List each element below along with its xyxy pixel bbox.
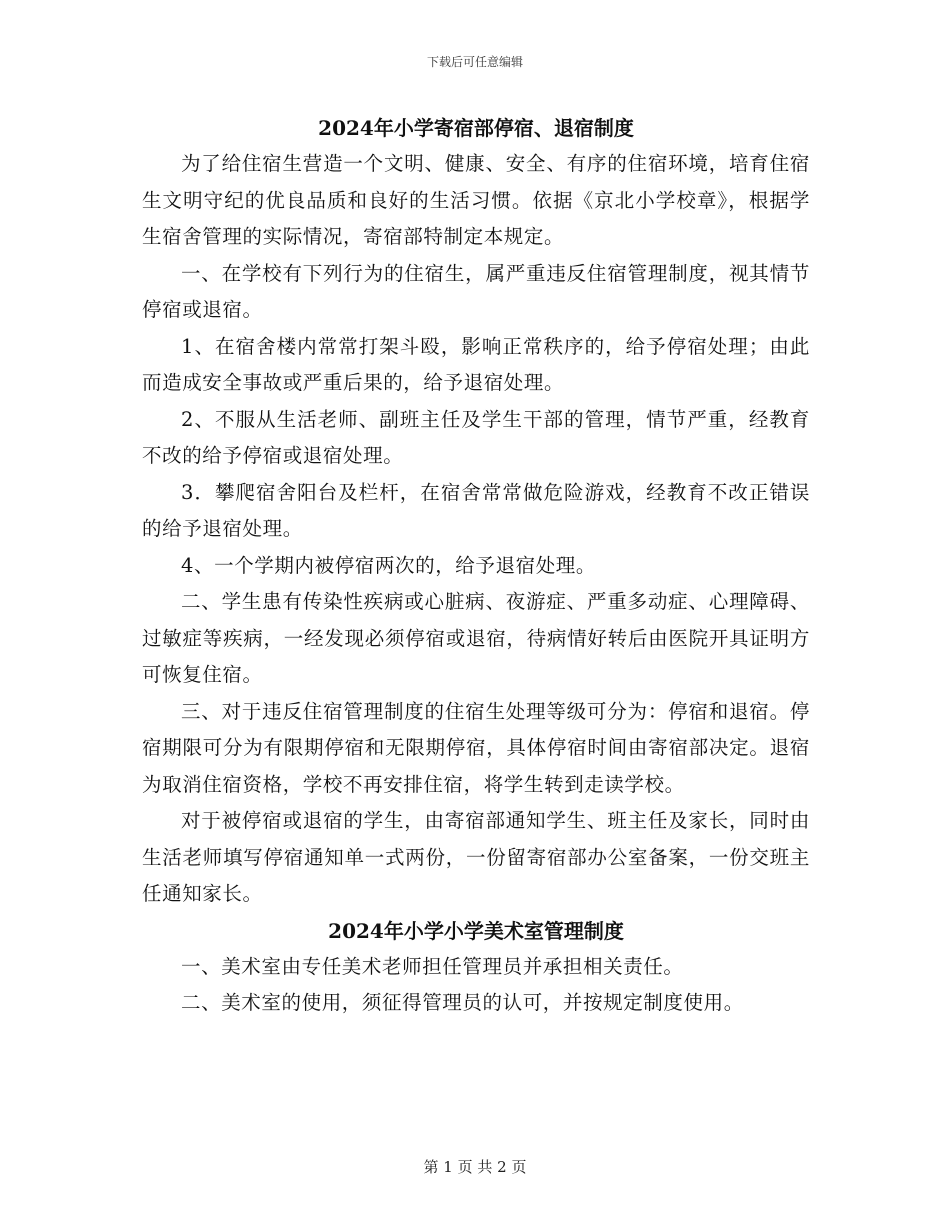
paragraph: 二、美术室的使用，须征得管理员的认可，并按规定制度使用。 (181, 991, 744, 1014)
header-note: 下载后可任意编辑 (426, 55, 523, 69)
page-number-footer: 第 1 页 共 2 页 (423, 1158, 527, 1176)
paragraph: 三、对于违反住宿管理制度的住宿生处理等级可分为：停宿和退宿。停宿期限可分为有限期停宿和无限期停宿，具体停宿时间由寄宿部决定。退宿为取消住宿资格，学校不再安排住宿，将学生转到走读学校。 (142, 699, 810, 796)
document-body (142, 110, 810, 1022)
paragraph: 3．攀爬宿舍阳台及栏杆，在宿舍常常做危险游戏，经教育不改正错误的给予退宿处理。 (142, 480, 810, 540)
paragraph: 4、一个学期内被停宿两次的，给予退宿处理。 (181, 553, 597, 577)
paragraph: 为了给住宿生营造一个文明、健康、安全、有序的住宿环境，培育住宿生文明守纪的优良品质和良好的生活习惯。依据《京北小学校章》，根据学生宿舍管理的实际情况，寄宿部特制定本规定。 (142, 152, 810, 248)
paragraph: 1、在宿舍楼内常常打架斗殴，影响正常秩序的，给予停宿处理；由此而造成安全事故或严重后果的，给予退宿处理。 (142, 334, 810, 394)
paragraph: 一、美术室由专任美术老师担任管理员并承担相关责任。 (181, 954, 684, 978)
paragraph: 对于被停宿或退宿的学生，由寄宿部通知学生、班主任及家长，同时由生活老师填写停宿通知单一式两份，一份留寄宿部办公室备案，一份交班主任通知家长。 (142, 809, 810, 905)
paragraph: 一、在学校有下列行为的住宿生，属严重违反住宿管理制度，视其情节停宿或退宿。 (142, 261, 810, 321)
section-title-art-room: 2024年小学小学美术室管理制度 (328, 918, 624, 943)
paragraph: 2、不服从生活老师、副班主任及学生干部的管理，情节严重，经教育不改的给予停宿或退宿处理。 (142, 407, 810, 467)
paragraph: 二、学生患有传染性疾病或心脏病、夜游症、严重多动症、心理障碍、过敏症等疾病，一经发现必须停宿或退宿，待病情好转后由医院开具证明方可恢复住宿。 (142, 590, 810, 686)
section-title-dormitory: 2024年小学寄宿部停宿、退宿制度 (318, 116, 634, 140)
